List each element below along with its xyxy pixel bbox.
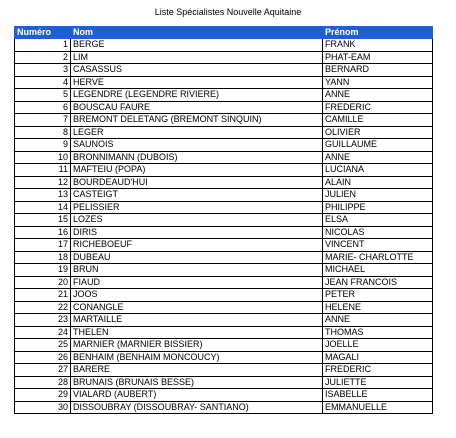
cell-nom: BERGE [71, 39, 323, 52]
cell-numero: 3 [15, 64, 71, 77]
cell-numero: 8 [15, 126, 71, 139]
cell-numero: 11 [15, 164, 71, 177]
table-row [15, 51, 433, 64]
cell-prenom: PHAT-EAM [323, 51, 433, 64]
cell-numero: 6 [15, 101, 71, 114]
cell-numero: 20 [15, 276, 71, 289]
table-row [15, 101, 433, 114]
table-row [15, 326, 433, 339]
cell-prenom: HELENE [323, 301, 433, 314]
cell-prenom: NICOLAS [323, 226, 433, 239]
table-row [15, 39, 433, 52]
cell-nom: LOZES [71, 214, 323, 227]
cell-numero: 25 [15, 339, 71, 352]
column-header-prenom: Prénom [323, 27, 433, 39]
cell-nom: SAUNOIS [71, 139, 323, 152]
cell-nom: THELEN [71, 326, 323, 339]
cell-numero: 10 [15, 151, 71, 164]
cell-numero: 7 [15, 114, 71, 127]
cell-nom: BRUN [71, 264, 323, 277]
cell-prenom: PETER [323, 289, 433, 302]
cell-numero: 29 [15, 389, 71, 402]
cell-numero: 5 [15, 89, 71, 102]
cell-nom: CONANGLE [71, 301, 323, 314]
table-row [15, 239, 433, 252]
table-row [15, 189, 433, 202]
table-row [15, 214, 433, 227]
table-row [15, 251, 433, 264]
specialists-table [14, 26, 433, 414]
table-row [15, 139, 433, 152]
table-row [15, 339, 433, 352]
cell-nom: BOUSCAU FAURE [71, 101, 323, 114]
cell-prenom: FREDERIC [323, 364, 433, 377]
cell-numero: 16 [15, 226, 71, 239]
cell-prenom: CAMILLE [323, 114, 433, 127]
cell-numero: 1 [15, 39, 71, 52]
table-row [15, 301, 433, 314]
table-row [15, 164, 433, 177]
cell-prenom: FRANK [323, 39, 433, 52]
column-header-nom: Nom [71, 27, 323, 39]
cell-nom: BRUNAIS (BRUNAIS BESSE) [71, 376, 323, 389]
table-row [15, 114, 433, 127]
cell-prenom: YANN [323, 76, 433, 89]
cell-prenom: MICHAEL [323, 264, 433, 277]
cell-nom: DUBEAU [71, 251, 323, 264]
cell-nom: BOURDEAUD'HUI [71, 176, 323, 189]
cell-prenom: ANNE [323, 151, 433, 164]
cell-numero: 9 [15, 139, 71, 152]
cell-numero: 21 [15, 289, 71, 302]
cell-nom: DISSOUBRAY (DISSOUBRAY- SANTIANO) [71, 401, 323, 414]
cell-prenom: ALAIN [323, 176, 433, 189]
cell-numero: 17 [15, 239, 71, 252]
cell-prenom: EMMANUELLE [323, 401, 433, 414]
table-row [15, 376, 433, 389]
cell-nom: LIM [71, 51, 323, 64]
cell-prenom: VINCENT [323, 239, 433, 252]
cell-numero: 14 [15, 201, 71, 214]
cell-numero: 12 [15, 176, 71, 189]
cell-nom: BRONNIMANN (DUBOIS) [71, 151, 323, 164]
table-row [15, 226, 433, 239]
cell-prenom: THOMAS [323, 326, 433, 339]
cell-numero: 27 [15, 364, 71, 377]
cell-prenom: PHILIPPE [323, 201, 433, 214]
cell-nom: BARERE [71, 364, 323, 377]
cell-prenom: ELSA [323, 214, 433, 227]
table-row [15, 64, 433, 77]
table-row [15, 126, 433, 139]
cell-prenom: JEAN FRANCOIS [323, 276, 433, 289]
cell-prenom: OLIVIER [323, 126, 433, 139]
cell-prenom: MAGALI [323, 351, 433, 364]
cell-prenom: LUCIANA [323, 164, 433, 177]
column-header-numero: Numéro [15, 27, 71, 39]
table-row [15, 364, 433, 377]
cell-numero: 18 [15, 251, 71, 264]
cell-nom: MARNIER (MARNIER BISSIER) [71, 339, 323, 352]
cell-prenom: FREDERIC [323, 101, 433, 114]
cell-numero: 15 [15, 214, 71, 227]
cell-nom: LEGENDRE (LEGENDRE RIVIERE) [71, 89, 323, 102]
cell-numero: 24 [15, 326, 71, 339]
cell-prenom: GUILLAUME [323, 139, 433, 152]
cell-prenom: ANNE [323, 89, 433, 102]
cell-prenom: JULIEN [323, 189, 433, 202]
table-row [15, 76, 433, 89]
cell-nom: RICHEBOEUF [71, 239, 323, 252]
cell-prenom: JULIETTE [323, 376, 433, 389]
cell-nom: MAFTEIU (POPA) [71, 164, 323, 177]
cell-numero: 28 [15, 376, 71, 389]
cell-prenom: BERNARD [323, 64, 433, 77]
cell-nom: HERVE [71, 76, 323, 89]
cell-numero: 2 [15, 51, 71, 64]
table-row [15, 389, 433, 402]
cell-numero: 26 [15, 351, 71, 364]
table-row [15, 314, 433, 327]
cell-prenom: MARIE- CHARLOTTE [323, 251, 433, 264]
cell-nom: LEGER [71, 126, 323, 139]
cell-nom: PELISSIER [71, 201, 323, 214]
table-row [15, 351, 433, 364]
table-header-row [15, 27, 433, 39]
cell-nom: FIAUD [71, 276, 323, 289]
cell-nom: BREMONT DELETANG (BREMONT SINQUIN) [71, 114, 323, 127]
cell-prenom: ANNE [323, 314, 433, 327]
document-title: Liste Spécialistes Nouvelle Aquitaine [154, 7, 302, 17]
cell-numero: 30 [15, 401, 71, 414]
table-row [15, 89, 433, 102]
table-row [15, 289, 433, 302]
cell-prenom: JOELLE [323, 339, 433, 352]
cell-nom: CASASSUS [71, 64, 323, 77]
cell-numero: 22 [15, 301, 71, 314]
cell-nom: DIRIS [71, 226, 323, 239]
cell-nom: JOOS [71, 289, 323, 302]
table-row [15, 264, 433, 277]
cell-nom: BENHAIM (BENHAIM MONCOUCY) [71, 351, 323, 364]
table-row [15, 176, 433, 189]
table-row [15, 401, 433, 414]
cell-numero: 19 [15, 264, 71, 277]
table-row [15, 151, 433, 164]
table-body [15, 39, 433, 414]
table-row [15, 201, 433, 214]
cell-numero: 13 [15, 189, 71, 202]
cell-numero: 23 [15, 314, 71, 327]
cell-nom: MARTAILLE [71, 314, 323, 327]
cell-nom: VIALARD (AUBERT) [71, 389, 323, 402]
cell-numero: 4 [15, 76, 71, 89]
table-row [15, 276, 433, 289]
cell-prenom: ISABELLE [323, 389, 433, 402]
cell-nom: CASTEIGT [71, 189, 323, 202]
